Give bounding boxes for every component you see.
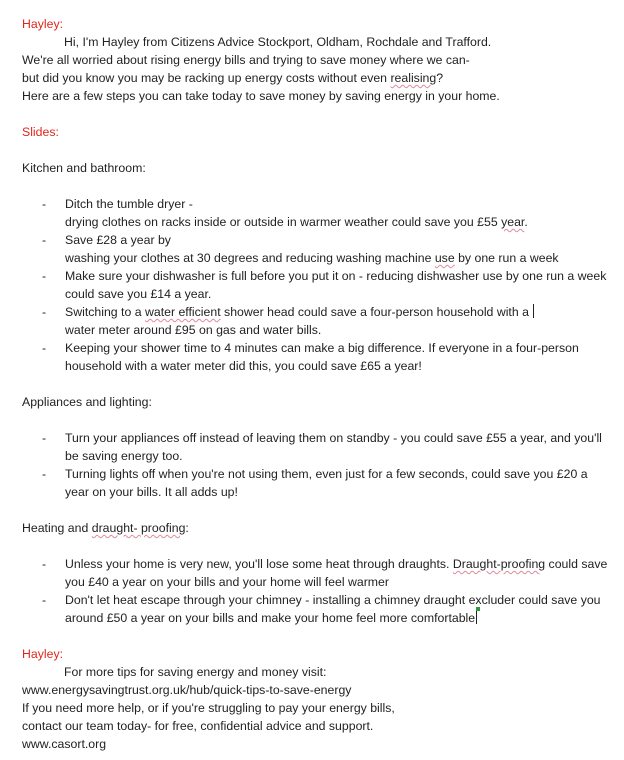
bullet-dash-icon: - bbox=[42, 341, 47, 355]
bullet-dash-icon: - bbox=[42, 269, 47, 283]
list-item-text: water meter around £95 on gas and water bills. bbox=[65, 323, 322, 337]
list-item bbox=[22, 465, 612, 501]
outro-line-1: For more tips for saving energy and money visit: bbox=[64, 665, 327, 679]
list-item-text: Turning lights off when you're not using them, even just for a few seconds, could save you £20 a year on your bills. It all adds up! bbox=[65, 467, 588, 499]
spellcheck-word-water-efficient[interactable]: water efficient bbox=[144, 305, 221, 319]
list-item-text: Switching to a bbox=[65, 305, 145, 319]
list-item bbox=[22, 231, 612, 267]
intro-line-1: Hi, I'm Hayley from Citizens Advice Stockport, Oldham, Rochdale and Trafford. bbox=[64, 35, 492, 49]
outro-line-4: contact our team today- for free, confidential advice and support. bbox=[22, 719, 374, 733]
list-item-text: by one run a week bbox=[454, 251, 559, 265]
appliances-list bbox=[22, 429, 612, 501]
bullet-dash-icon: - bbox=[42, 467, 47, 481]
section-title-heating-colon: : bbox=[185, 521, 189, 535]
slides-heading: Slides: bbox=[22, 125, 59, 139]
list-item bbox=[22, 267, 612, 303]
bullet-dash-icon: - bbox=[42, 431, 47, 445]
spellcheck-word-draught-proofing-2[interactable]: Draught-proofing bbox=[452, 557, 546, 571]
list-item-text: could save you £40 a year on your bills and your home will feel warmer bbox=[65, 557, 608, 589]
outro-line-3: If you need more help, or if you're struggling to pay your energy bills, bbox=[22, 701, 395, 715]
document-body[interactable] bbox=[22, 15, 612, 753]
speaker-label-intro: Hayley: bbox=[22, 17, 64, 31]
list-item-text: Make sure your dishwasher is full before you put it on - reducing dishwasher use by one run a week could save you £14 a year. bbox=[65, 269, 607, 301]
list-item bbox=[22, 339, 612, 375]
outro-link-casort[interactable]: www.casort.org bbox=[22, 737, 107, 751]
list-item bbox=[22, 303, 612, 339]
speaker-label-outro: Hayley: bbox=[22, 647, 64, 661]
spellcheck-word-use[interactable]: use bbox=[434, 251, 455, 265]
section-title-heating-text: Heating and bbox=[22, 521, 92, 535]
list-item-text: Unless your home is very new, you'll lose some heat through draughts. bbox=[65, 557, 453, 571]
section-title-heating bbox=[22, 519, 612, 537]
bullet-dash-icon: - bbox=[42, 197, 47, 211]
list-item bbox=[22, 429, 612, 465]
intro-line-2: We're all worried about rising energy bills and trying to save money where we can- bbox=[22, 53, 470, 67]
list-item-text: Turn your appliances off instead of leaving them on standby - you could save £55 a year, and you'll be saving energy too. bbox=[65, 431, 602, 463]
text-cursor-icon bbox=[533, 304, 534, 318]
intro-line-3-text: but did you know you may be racking up energy costs without even bbox=[22, 71, 391, 85]
heating-list bbox=[22, 555, 612, 627]
list-item bbox=[22, 591, 612, 627]
spellcheck-word-draught-proofing[interactable]: draught- proofing bbox=[91, 521, 186, 535]
list-item-text: drying clothes on racks inside or outside in warmer weather could save you £55 bbox=[65, 215, 502, 229]
bullet-dash-icon: - bbox=[42, 233, 47, 247]
list-item-text: . bbox=[524, 215, 528, 229]
bullet-dash-icon: - bbox=[42, 593, 47, 607]
list-item-text: shower head could save a four-person household with a bbox=[220, 305, 533, 319]
section-title-appliances: Appliances and lighting: bbox=[22, 395, 152, 409]
intro-line-3-end: ? bbox=[436, 71, 444, 85]
list-item bbox=[22, 195, 612, 231]
collaborator-cursor-icon bbox=[476, 610, 477, 624]
kitchen-list bbox=[22, 195, 612, 375]
list-item-text: Ditch the tumble dryer - bbox=[65, 197, 193, 211]
list-item bbox=[22, 555, 612, 591]
list-item-text: Don't let heat escape through your chimney - installing a chimney draught excluder could save you around £50 a year on your bills and make your home feel more comfortable bbox=[65, 593, 601, 625]
spellcheck-word-year[interactable]: year bbox=[501, 215, 525, 229]
list-item-text: Save £28 a year by bbox=[65, 233, 171, 247]
intro-line-4: Here are a few steps you can take today to save money by saving energy in your home. bbox=[22, 89, 500, 103]
list-item-text: washing your clothes at 30 degrees and reducing washing machine bbox=[65, 251, 435, 265]
outro-link-energysavingtrust[interactable]: www.energysavingtrust.org.uk/hub/quick-tips-to-save-energy bbox=[22, 683, 352, 697]
bullet-dash-icon: - bbox=[42, 305, 47, 319]
list-item-text: Keeping your shower time to 4 minutes can make a big difference. If everyone in a four-person household with a water meter did this, you could save £65 a year! bbox=[65, 341, 579, 373]
section-title-kitchen: Kitchen and bathroom: bbox=[22, 161, 146, 175]
bullet-dash-icon: - bbox=[42, 557, 47, 571]
intro-line-3 bbox=[22, 69, 612, 87]
spellcheck-word-realising[interactable]: realising bbox=[390, 71, 437, 85]
